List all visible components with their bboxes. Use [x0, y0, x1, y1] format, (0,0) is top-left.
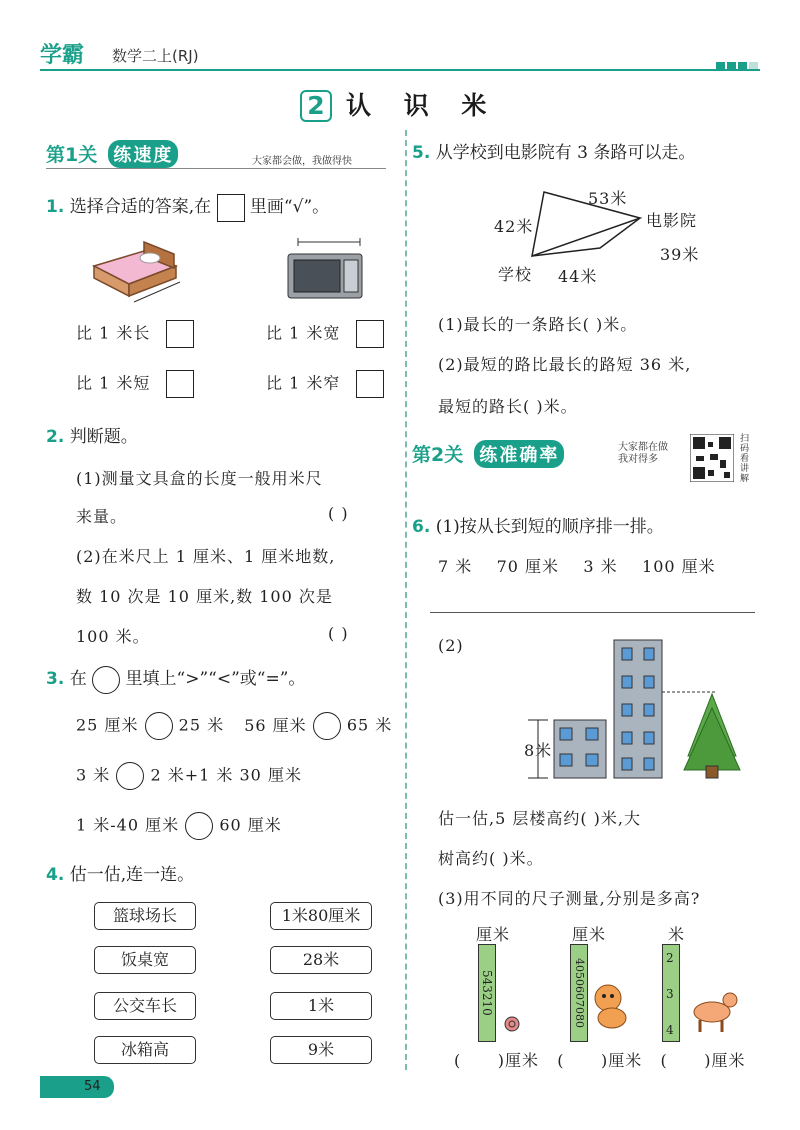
q3-r3-b: 60 厘米 — [219, 815, 282, 835]
q1-option-wider — [266, 320, 384, 348]
q1-option-shorter — [76, 370, 194, 398]
q5-number: 5. — [412, 143, 431, 163]
q1-answer-box-longer[interactable] — [166, 320, 194, 348]
chapter-number: 2 — [300, 90, 332, 122]
section2-slogan-b: 我对得多 — [618, 454, 658, 465]
q1-option-narrower-label: 比 1 米窄 — [266, 373, 341, 393]
bed-illustration — [84, 236, 184, 306]
section1-slogan: 大家都会做，我做得快 — [252, 156, 352, 167]
q5-answer-2a: (2)最短的路比最长的路短 36 米, — [438, 355, 692, 374]
q3-text-b: 里填上“>”“<”或“=”。 — [125, 669, 306, 689]
q1-answer-box-shorter[interactable] — [166, 370, 194, 398]
q3-circle-4[interactable] — [185, 812, 213, 840]
q2-s1-line2: 来量。 — [76, 507, 128, 526]
section2-badge: 练准确率 — [474, 440, 564, 468]
q5-answer-1[interactable]: (1)最长的一条路长( )米。 — [438, 315, 638, 334]
q4-title: 估一估,连一连。 — [69, 865, 195, 885]
section2-level: 第2关 — [412, 444, 464, 466]
q6-part1: (1)按从长到短的顺序排一排。 — [435, 517, 664, 537]
q3-r2-a: 3 米 — [76, 765, 111, 785]
q2-number: 2. — [46, 427, 65, 447]
snail-icon — [500, 1014, 524, 1034]
q2-s2-answer[interactable]: ( ) — [328, 624, 349, 643]
q1-sample-box — [217, 194, 245, 222]
q6-estimate-line1[interactable]: 估一估,5 层楼高约( )米,大 — [438, 809, 642, 828]
q4-left-item[interactable]: 饭桌宽 — [94, 946, 196, 974]
q3-prompt — [46, 664, 305, 694]
q3-number: 3. — [46, 669, 65, 689]
ruler1-unit: 厘米 — [476, 925, 511, 944]
q3-row3 — [76, 812, 282, 840]
qr-caption: 扫码看讲解 — [740, 434, 750, 484]
section1-heading — [46, 140, 178, 168]
q6-part2-label: (2) — [438, 636, 464, 655]
section2-heading — [412, 440, 564, 468]
q4-right-item[interactable]: 9米 — [270, 1036, 372, 1064]
microwave-illustration — [284, 236, 368, 302]
ruler3-tick-3: 3 — [666, 987, 674, 1001]
q3-r1-d: 65 米 — [346, 715, 393, 735]
page-number-tab — [40, 1076, 114, 1098]
q4-left-item[interactable]: 公交车长 — [94, 992, 196, 1020]
q6-answer-line[interactable] — [430, 612, 755, 613]
q2-title: 判断题。 — [69, 427, 138, 447]
section1-badge: 练速度 — [108, 140, 178, 168]
q6-ruler-answers[interactable]: ( )厘米 ( )厘米 ( )厘米 — [454, 1051, 746, 1070]
q3-circle-2[interactable] — [313, 712, 341, 740]
header-rule — [40, 69, 760, 71]
q4-right-item[interactable]: 1米80厘米 — [270, 902, 372, 930]
q1-number: 1. — [46, 197, 65, 217]
label-cinema: 电影院 — [646, 211, 698, 230]
section2-slogan-a: 大家都在做 — [618, 442, 668, 453]
section1-rule — [46, 168, 386, 169]
q3-row1 — [76, 712, 392, 740]
q3-r3-a: 1 米-40 厘米 — [76, 815, 180, 835]
chapter-title — [300, 86, 498, 122]
ruler2-unit: 厘米 — [572, 925, 607, 944]
q2-s2-line1: (2)在米尺上 1 厘米、1 厘米地数, — [76, 547, 336, 566]
q2-s1-line1: (1)测量文具盒的长度一般用米尺 — [76, 469, 323, 488]
q3-r2-b: 2 米+1 米 30 厘米 — [150, 765, 302, 785]
q3-circle-3[interactable] — [116, 762, 144, 790]
q6-estimate-line2[interactable]: 树高约( )米。 — [438, 849, 544, 868]
brand-logo: 学霸 — [40, 43, 85, 68]
q2-s1-answer[interactable]: ( ) — [328, 504, 349, 523]
q2-s2-line3: 100 米。 — [76, 627, 150, 646]
route-53: 53米 — [588, 189, 628, 208]
q5-answer-2b[interactable]: 最短的路长( )米。 — [438, 397, 578, 416]
q1-answer-box-wider[interactable] — [356, 320, 384, 348]
q3-circle-1[interactable] — [145, 712, 173, 740]
route-42: 42米 — [494, 217, 534, 236]
ruler3-tick-2: 2 — [666, 951, 674, 965]
q2-prompt — [46, 422, 138, 447]
q1-answer-box-narrower[interactable] — [356, 370, 384, 398]
q5-title: 从学校到电影院有 3 条路可以走。 — [435, 143, 696, 163]
ruler3 — [662, 944, 680, 1042]
dog-icon — [590, 982, 632, 1032]
section2-slogan — [618, 442, 668, 466]
ruler3-unit: 米 — [668, 925, 686, 944]
chapter-name: 认 识 米 — [346, 91, 499, 120]
q4-left-item[interactable]: 冰箱高 — [94, 1036, 196, 1064]
q4-right-item[interactable]: 28米 — [270, 946, 372, 974]
q5-prompt — [412, 138, 695, 163]
q3-r1-b: 25 米 — [178, 715, 225, 735]
q4-left-item[interactable]: 篮球场长 — [94, 902, 196, 930]
q1-option-shorter-label: 比 1 米短 — [76, 373, 151, 393]
q3-r1-c: 56 厘米 — [244, 715, 307, 735]
ruler1: 543210 — [478, 944, 496, 1042]
q4-number: 4. — [46, 865, 65, 885]
route-44: 44米 — [558, 267, 598, 286]
section1-level: 第1关 — [46, 144, 98, 166]
q6-part3: (3)用不同的尺子测量,分别是多高? — [438, 889, 701, 908]
q1-text-b: 里画“√”。 — [249, 197, 330, 217]
label-school: 学校 — [498, 265, 533, 284]
q1-text-a: 选择合适的答案,在 — [69, 197, 212, 217]
q3-row2 — [76, 762, 302, 790]
q2-s2-line2: 数 10 次是 10 厘米,数 100 次是 — [76, 587, 333, 606]
qr-code-icon[interactable] — [690, 434, 734, 482]
q3-sample-circle — [92, 666, 120, 694]
page-number: 54 — [84, 1079, 101, 1094]
q1-option-wider-label: 比 1 米宽 — [266, 323, 341, 343]
height-label-8m: 8米 — [524, 741, 553, 760]
column-divider — [405, 130, 407, 1070]
ruler3-tick-4: 4 — [666, 1023, 674, 1037]
q3-text-a: 在 — [69, 669, 87, 689]
route-39: 39米 — [660, 245, 700, 264]
q1-option-narrower — [266, 370, 384, 398]
book-title: 数学二上(RJ) — [112, 47, 199, 65]
q1-option-longer-label: 比 1 米长 — [76, 323, 151, 343]
horse-icon — [686, 990, 742, 1034]
q1-prompt — [46, 192, 329, 222]
q6-prompt — [412, 512, 664, 537]
ruler2: 4050607080 — [570, 944, 588, 1042]
q4-prompt — [46, 860, 194, 885]
q1-option-longer — [76, 320, 194, 348]
q6-number: 6. — [412, 517, 431, 537]
q4-right-item[interactable]: 1米 — [270, 992, 372, 1020]
q6-items: 7 米 70 厘米 3 米 100 厘米 — [438, 557, 716, 576]
building-tree-illustration — [520, 636, 750, 786]
q3-r1-a: 25 厘米 — [76, 715, 139, 735]
